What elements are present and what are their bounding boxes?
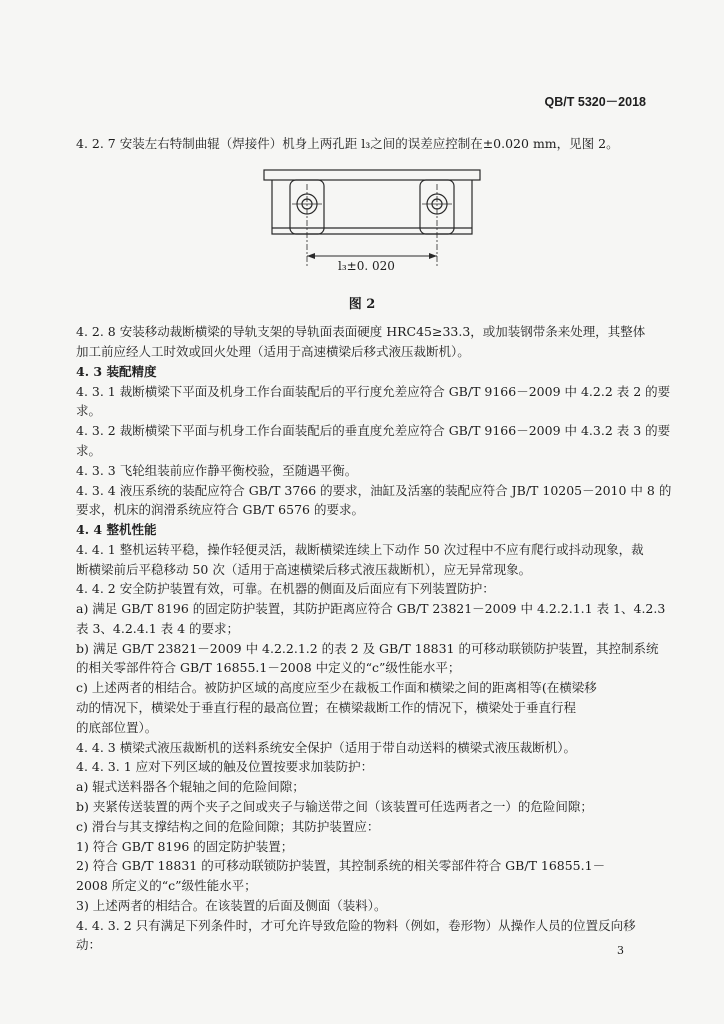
clause-text: 断横梁前后平稳移动 50 次（适用于高速横梁后移式液压裁断机），应无异常现象。	[76, 562, 532, 577]
clause-text: 加工前应经人工时效或回火处理（适用于高速横梁后移式液压裁断机）。	[76, 344, 470, 359]
dimension-label: l₃±0. 020	[338, 259, 395, 273]
clause-4-3-2: 4. 3. 2 裁断横梁下平面与机身工作台面装配后的垂直度允差应符合 GB/T 9166－2009 中 4.3.2 表 3 的要	[76, 423, 671, 438]
list-item-text: 动的情况下，横梁处于垂直行程的最高位置；在横梁裁断工作的情况下，横梁处于垂直行程	[76, 700, 577, 715]
page-number: 3	[617, 944, 624, 957]
right-arrow	[429, 253, 437, 259]
clause-text: 动：	[76, 937, 102, 952]
list-item-a: a) 满足 GB/T 8196 的固定防护装置，其防护距离应符合 GB/T 23821－2009 中 4.2.2.1.1 表 1、4.2.3	[76, 601, 666, 616]
clause-4-4-2: 4. 4. 2 安全防护装置有效，可靠。在机器的侧面及后面应有下列装置防护：	[76, 581, 495, 596]
list-item-text: 表 3、4.2.4.1 表 4 的要求；	[76, 621, 240, 636]
sub-item-3: 3) 上述两者的相结合。在该装置的后面及侧面（装料）。	[76, 898, 387, 913]
clause-4-4-3-2: 4. 4. 3. 2 只有满足下列条件时，才可允许导致危险的物料（例如，卷形物）从操作人员的位置反向移	[76, 918, 636, 933]
clause-4-3-1: 4. 3. 1 裁断横梁下平面及机身工作台面装配后的平行度允差应符合 GB/T 9166－2009 中 4.2.2 表 2 的要	[76, 384, 671, 399]
sub-item-text: 2008 所定义的“c”级性能水平；	[76, 878, 257, 893]
clause-4-4-3: 4. 4. 3 横梁式液压裁断机的送料系统安全保护（适用于带自动送料的横梁式液压裁断机）。	[76, 740, 576, 755]
clause-text: 求。	[76, 403, 102, 418]
clause-text: 求。	[76, 443, 102, 458]
list-item-a: a) 辊式送料器各个辊轴之间的危险间隙；	[76, 779, 305, 794]
left-arrow	[307, 253, 315, 259]
list-item-text: 的相关零部件符合 GB/T 16855.1－2008 中定义的“c”级性能水平；	[76, 660, 461, 675]
sub-item-2: 2) 符合 GB/T 18831 的可移动联锁防护装置，其控制系统的相关零部件符合 GB/T 16855.1－	[76, 858, 606, 873]
clause-4-2-8: 4. 2. 8 安装移动裁断横梁的导轨支架的导轨面表面硬度 HRC45≥33.3，或加装钢带条来处理，其整体	[76, 324, 646, 339]
machine-body	[272, 180, 472, 234]
clause-4-4-1: 4. 4. 1 整机运转平稳，操作轻便灵活，裁断横梁连续上下动作 50 次过程中不应有爬行或抖动现象，裁	[76, 542, 644, 557]
section-heading-4-4: 4. 4 整机性能	[76, 522, 157, 537]
clause-4-2-7: 4. 2. 7 安装左右特制曲辊（焊接件）机身上两孔距 l₃之间的误差应控制在±0.020 mm，见图 2。	[76, 136, 619, 151]
list-item-c: c) 上述两者的相结合。被防护区域的高度应至少在裁板工作面和横梁之间的距离相等(在横梁移	[76, 680, 597, 695]
clause-4-3-3: 4. 3. 3 飞轮组装前应作静平衡校验，至随遇平衡。	[76, 463, 358, 478]
sub-item-1: 1) 符合 GB/T 8196 的固定防护装置；	[76, 839, 294, 854]
top-flange	[264, 170, 480, 180]
figure-caption: 图 2	[348, 297, 376, 312]
clause-text: 要求，机床的润滑系统应符合 GB/T 6576 的要求。	[76, 502, 364, 517]
clause-4-3-4: 4. 3. 4 液压系统的装配应符合 GB/T 3766 的要求，油缸及活塞的装配应符合 JB/T 10205－2010 中 8 的	[76, 483, 672, 498]
section-heading-4-3: 4. 3 装配精度	[76, 364, 157, 379]
list-item-text: 的底部位置）。	[76, 720, 158, 735]
list-item-b: b) 夹紧传送装置的两个夹子之间或夹子与输送带之间（该装置可任选两者之一）的危险间隙；	[76, 799, 593, 814]
clause-4-4-3-1: 4. 4. 3. 1 应对下列区域的触及位置按要求加装防护：	[76, 759, 374, 774]
list-item-b: b) 满足 GB/T 23821－2009 中 4.2.2.1.2 的表 2 及 GB/T 18831 的可移动联锁防护装置，其控制系统	[76, 641, 659, 656]
list-item-c: c) 滑台与其支撑结构之间的危险间隙；其防护装置应：	[76, 819, 380, 834]
standard-code: QB/T 5320－2018	[544, 95, 646, 109]
